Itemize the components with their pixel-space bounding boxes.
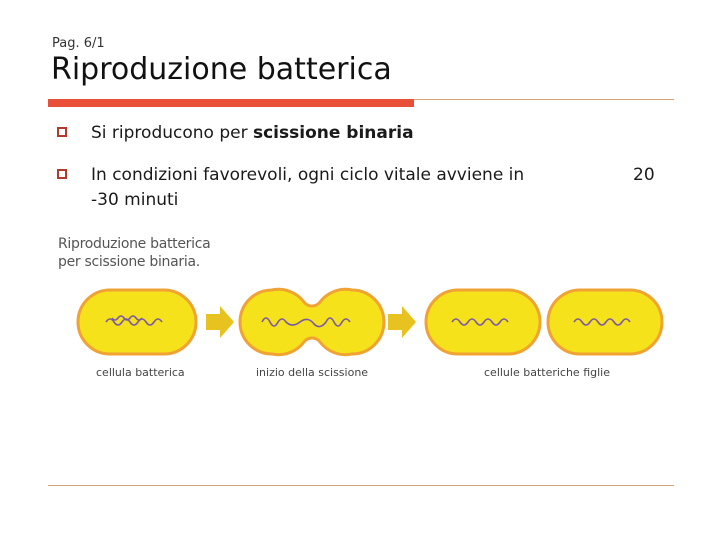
daughter-cell — [548, 290, 662, 354]
bottom-divider-rule — [48, 485, 674, 486]
bullet-aside-number: 20 — [633, 165, 655, 185]
title-accent-rule — [48, 99, 414, 107]
bullet-text-line1: In condizioni favorevoli, ogni ciclo vitale avviene in — [91, 165, 525, 185]
stage-label: inizio della scissione — [256, 366, 369, 379]
bullet-text-line2: -30 minuti — [91, 190, 179, 210]
binary-fission-diagram — [76, 284, 666, 364]
figure-caption-line1: Riproduzione batterica — [58, 236, 211, 252]
bullet-square-icon — [57, 169, 67, 179]
bullet-square-icon — [57, 127, 67, 137]
figure-caption — [58, 235, 210, 271]
dividing-cell — [240, 289, 384, 354]
stage-label: cellule batteriche figlie — [484, 366, 610, 379]
arrow-icon — [206, 306, 234, 338]
page-number: Pag. 6/1 — [52, 36, 105, 51]
stage-label: cellula batterica — [96, 366, 185, 379]
title-divider-rule — [414, 99, 674, 100]
bacterial-cell — [78, 290, 196, 354]
bullet-text-plain: Si riproducono per — [91, 123, 253, 143]
bullet-text-bold: scissione binaria — [252, 123, 414, 143]
arrow-icon — [388, 306, 416, 338]
bullet-text — [91, 121, 414, 145]
figure-caption-line2: per scissione binaria. — [58, 254, 200, 270]
slide-title: Riproduzione batterica — [51, 52, 392, 87]
daughter-cell — [426, 290, 540, 354]
